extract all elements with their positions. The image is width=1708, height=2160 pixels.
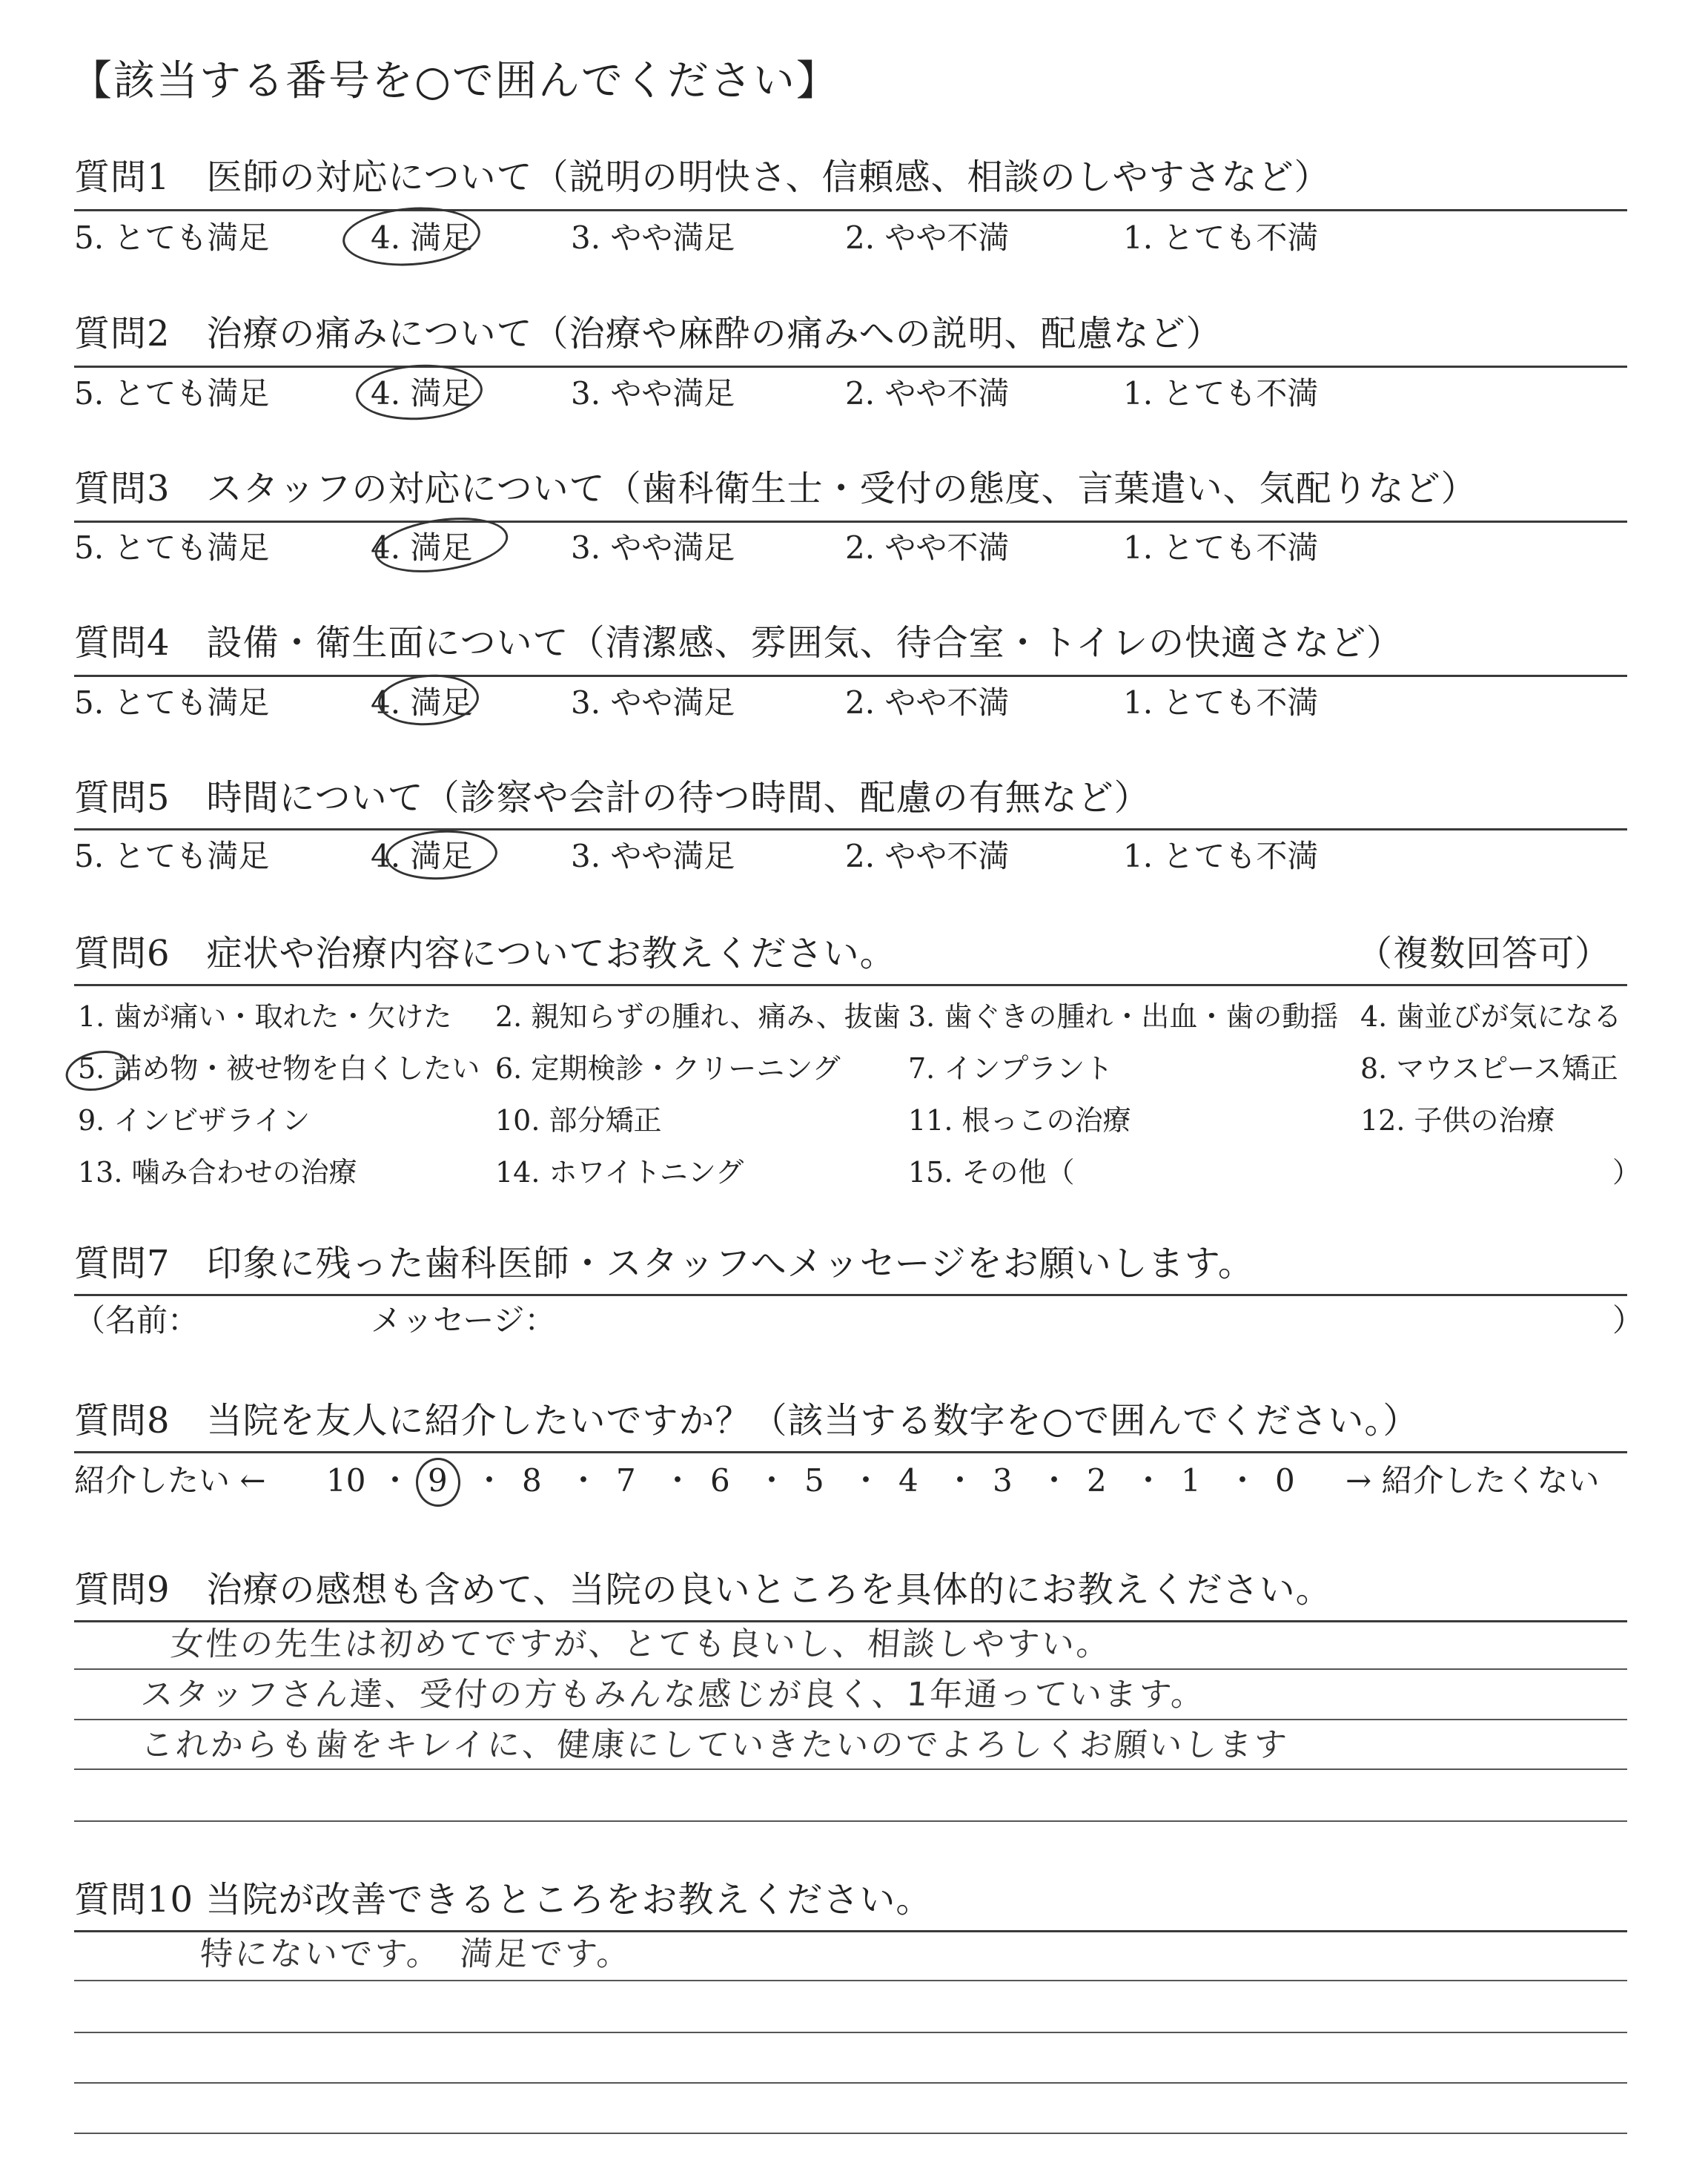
- divider: [74, 984, 1627, 986]
- q4-option-1[interactable]: 1. とても不満: [1123, 684, 1319, 721]
- answer-line: [74, 2032, 1627, 2033]
- question-10-title: 質問10 当院が改善できるところをお教えください。: [74, 1879, 933, 1920]
- answer-line: [74, 1668, 1627, 1670]
- scale-separator-dot: ・: [380, 1462, 411, 1499]
- answer-line: [74, 2133, 1627, 2134]
- q1-option-3[interactable]: 3. やや満足: [571, 219, 735, 256]
- q8-scale-2[interactable]: 2: [1087, 1462, 1107, 1499]
- q8-scale-5[interactable]: 5: [804, 1462, 824, 1499]
- q8-scale-6[interactable]: 6: [710, 1462, 730, 1499]
- page-title: 【該当する番号を○で囲んでください】: [70, 57, 839, 105]
- q5-option-1[interactable]: 1. とても不満: [1123, 838, 1319, 874]
- q6-item-9[interactable]: 9. インビザライン: [78, 1104, 311, 1137]
- q3-option-4[interactable]: 4. 満足: [371, 529, 473, 566]
- scale-separator-dot: ・: [944, 1462, 976, 1499]
- q5-option-2[interactable]: 2. やや不満: [845, 838, 1010, 874]
- q8-right-label: → 紹介したくない: [1345, 1462, 1600, 1499]
- q2-option-2[interactable]: 2. やや不満: [845, 375, 1010, 412]
- q4-option-4[interactable]: 4. 満足: [371, 684, 473, 721]
- q7-name-label: （名前：: [74, 1302, 199, 1338]
- question-2-title: 質問2 治療の痛みについて（治療や麻酔の痛みへの説明、配慮など）: [74, 313, 1222, 354]
- q6-item-1[interactable]: 1. 歯が痛い・取れた・欠けた: [78, 1000, 452, 1033]
- answer-line: [74, 1980, 1627, 1981]
- q3-option-1[interactable]: 1. とても不満: [1123, 529, 1319, 566]
- question-1-title: 質問1 医師の対応について（説明の明快さ、信頼感、相談のしやすさなど）: [74, 156, 1331, 198]
- divider: [74, 1930, 1627, 1932]
- q8-scale-7[interactable]: 7: [616, 1462, 636, 1499]
- q10-answer-line-1: 特にないです。 満足です。: [199, 1935, 633, 1973]
- q2-option-4[interactable]: 4. 満足: [371, 375, 473, 412]
- q3-option-3[interactable]: 3. やや満足: [571, 529, 735, 566]
- question-5-title: 質問5 時間について（診察や会計の待つ時間、配慮の有無など）: [74, 777, 1151, 819]
- scale-separator-dot: ・: [1227, 1462, 1259, 1499]
- q6-item-3[interactable]: 3. 歯ぐきの腫れ・出血・歯の動揺: [908, 1000, 1339, 1033]
- q6-item-6[interactable]: 6. 定期検診・クリーニング: [495, 1052, 841, 1085]
- divider: [74, 366, 1627, 368]
- q1-selected-circle: [341, 203, 483, 271]
- answer-line: [74, 1820, 1627, 1822]
- divider: [74, 1451, 1627, 1453]
- answer-line: [74, 2082, 1627, 2084]
- divider: [74, 675, 1627, 677]
- q6-item-2[interactable]: 2. 親知らずの腫れ、痛み、抜歯: [495, 1000, 901, 1033]
- q1-option-4[interactable]: 4. 満足: [371, 219, 473, 256]
- divider: [74, 521, 1627, 523]
- scale-separator-dot: ・: [850, 1462, 882, 1499]
- question-6-note: （複数回答可）: [1357, 933, 1612, 974]
- question-9-title: 質問9 治療の感想も含めて、当院の良いところを具体的にお教えください。: [74, 1569, 1332, 1611]
- q2-selected-circle: [354, 362, 484, 423]
- q3-option-2[interactable]: 2. やや不満: [845, 529, 1010, 566]
- q6-item-14[interactable]: 14. ホワイトニング: [495, 1156, 744, 1189]
- q3-option-5[interactable]: 5. とても満足: [74, 529, 270, 566]
- scale-separator-dot: ・: [662, 1462, 694, 1499]
- q1-option-1[interactable]: 1. とても不満: [1123, 219, 1319, 256]
- scale-separator-dot: ・: [1133, 1462, 1165, 1499]
- q9-answer-line-2: スタッフさん達、受付の方もみんな感じが良く、1年通っています。: [139, 1676, 1208, 1714]
- q4-option-2[interactable]: 2. やや不満: [845, 684, 1010, 721]
- q6-item-4[interactable]: 4. 歯並びが気になる: [1360, 1000, 1622, 1033]
- q2-option-3[interactable]: 3. やや満足: [571, 375, 735, 412]
- q1-option-5[interactable]: 5. とても満足: [74, 219, 270, 256]
- q5-option-3[interactable]: 3. やや満足: [571, 838, 735, 874]
- question-8-title: 質問8 当院を友人に紹介したいですか？（該当する数字を○で囲んでください。）: [74, 1400, 1420, 1441]
- q2-option-5[interactable]: 5. とても満足: [74, 375, 270, 412]
- q8-scale-0[interactable]: 0: [1275, 1462, 1295, 1499]
- scale-separator-dot: ・: [568, 1462, 600, 1499]
- scale-separator-dot: ・: [756, 1462, 788, 1499]
- q8-scale-4[interactable]: 4: [898, 1462, 918, 1499]
- q6-item-5[interactable]: 5. 詰め物・被せ物を白くしたい: [78, 1052, 480, 1085]
- scale-separator-dot: ・: [1039, 1462, 1070, 1499]
- q6-item-12[interactable]: 12. 子供の治療: [1360, 1104, 1555, 1137]
- q4-option-3[interactable]: 3. やや満足: [571, 684, 735, 721]
- q8-scale-3[interactable]: 3: [993, 1462, 1013, 1499]
- question-6-title: 質問6 症状や治療内容についてお教えください。: [74, 933, 896, 974]
- q6-item-7[interactable]: 7. インプラント: [908, 1052, 1113, 1085]
- q8-left-label: 紹介したい ←: [74, 1462, 266, 1499]
- q6-item-8[interactable]: 8. マウスピース矯正: [1360, 1052, 1618, 1085]
- q6-item-11[interactable]: 11. 根っこの治療: [908, 1104, 1131, 1137]
- scale-separator-dot: ・: [474, 1462, 506, 1499]
- question-3-title: 質問3 スタッフの対応について（歯科衛生士・受付の態度、言葉遣い、気配りなど）: [74, 468, 1477, 509]
- divider: [74, 828, 1627, 830]
- divider: [74, 1294, 1627, 1296]
- q8-scale-1[interactable]: 1: [1181, 1462, 1201, 1499]
- q7-close-bracket: ）: [1612, 1302, 1644, 1338]
- q9-answer-line-3: これからも歯をキレイに、健康にしていきたいのでよろしくお願いします: [139, 1726, 1291, 1764]
- q2-option-1[interactable]: 1. とても不満: [1123, 375, 1319, 412]
- q8-scale-8[interactable]: 8: [522, 1462, 542, 1499]
- q6-item-13[interactable]: 13. 噛み合わせの治療: [78, 1156, 357, 1189]
- q8-selected-circle: [416, 1458, 460, 1507]
- divider: [74, 209, 1627, 211]
- q5-option-5[interactable]: 5. とても満足: [74, 838, 270, 874]
- q6-item-15[interactable]: 15. その他（: [908, 1156, 1075, 1189]
- question-4-title: 質問4 設備・衛生面について（清潔感、雰囲気、待合室・トイレの快適さなど）: [74, 622, 1403, 664]
- q8-scale-10[interactable]: 10: [326, 1462, 366, 1499]
- q9-answer-line-1: 女性の先生は初めてですが、とても良いし、相談しやすい。: [169, 1625, 1113, 1663]
- q6-item-10[interactable]: 10. 部分矯正: [495, 1104, 662, 1137]
- question-7-title: 質問7 印象に残った歯科医師・スタッフへメッセージをお願いします。: [74, 1243, 1254, 1284]
- q1-option-2[interactable]: 2. やや不満: [845, 219, 1010, 256]
- q7-message-label: メッセージ：: [371, 1302, 556, 1338]
- divider: [74, 1620, 1627, 1622]
- q4-option-5[interactable]: 5. とても満足: [74, 684, 270, 721]
- answer-line: [74, 1719, 1627, 1720]
- q8-scale-9[interactable]: 9: [428, 1462, 448, 1499]
- answer-line: [74, 1768, 1627, 1770]
- q6-other-close-bracket: ）: [1612, 1156, 1641, 1189]
- q5-option-4[interactable]: 4. 満足: [371, 838, 473, 874]
